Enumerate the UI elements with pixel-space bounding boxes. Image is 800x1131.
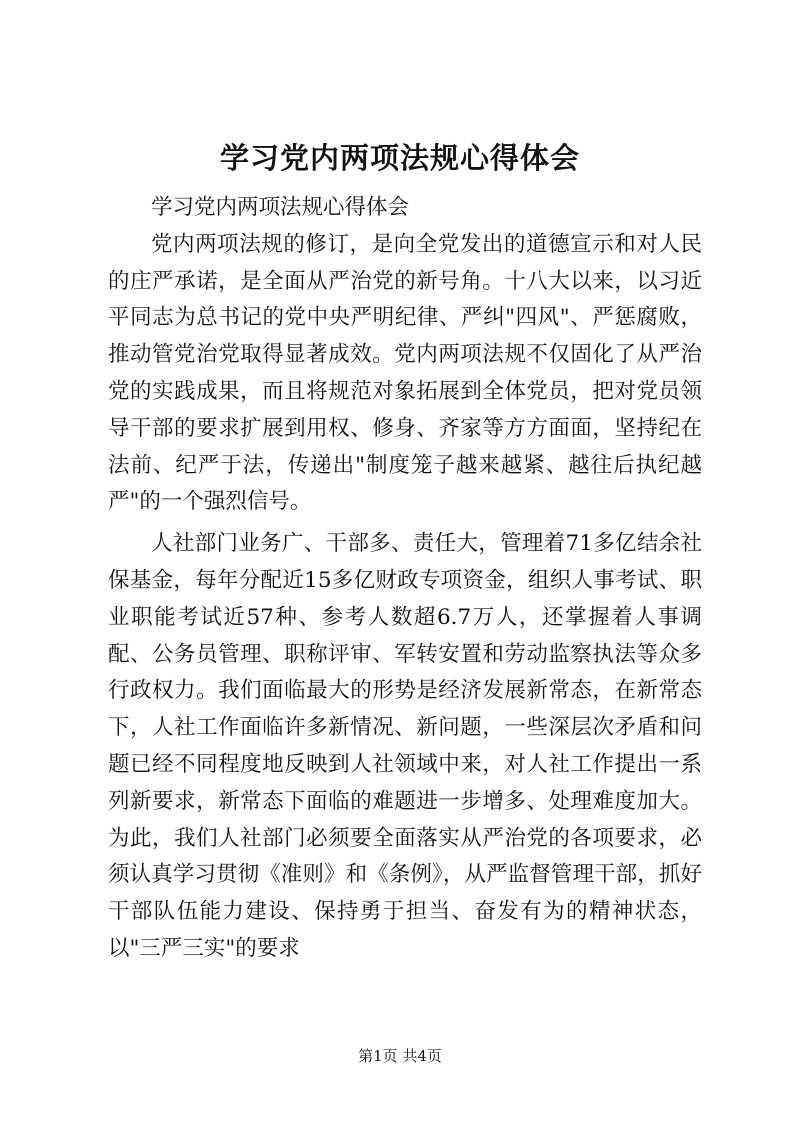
paragraph-2: 人社部门业务广、干部多、责任大，管理着71多亿结余社保基金，每年分配近15多亿财政专项资金，组织人事考试、职业职能考试近57种、参考人数超6.7万人，还掌握着人事调配、公务员管理、职称评审、军转安置和劳动监察执法等众多行政权力。我们面临最大的形势是经济发展新常态，在新常态下，人社工作面临许多新情况、新问题，一些深层次矛盾和问题已经不同程度地反映到人社领域中来，对人社工作提出一系列新要求，新常态下面临的难题进一步增多、处理难度加大。为此，我们人社部门必须要全面落实从严治党的各项要求，必须认真学习贯彻《准则》和《条例》，从严监督管理干部，抓好干部队伍能力建设、保持勇于担当、奋发有为的精神状态，以"三严三实"的要求 — [108, 531, 702, 961]
document-title: 学习党内两项法规心得体会 — [219, 141, 580, 175]
document-subtitle: 学习党内两项法规心得体会 — [151, 195, 410, 220]
page-number-footer: 第1页 共4页 — [358, 1047, 442, 1065]
paragraph-1: 党内两项法规的修订，是向全党发出的道德宣示和对人民的庄严承诺，是全面从严治党的新号角。十八大以来，以习近平同志为总书记的党中央严明纪律、严纠"四风"、严惩腐败，推动管党治党取得显著成效。党内两项法规不仅固化了从严治党的实践成果，而且将规范对象拓展到全体党员，把对党员领导干部的要求扩展到用权、修身、齐家等方方面面，坚持纪在法前、纪严于法，传递出"制度笼子越来越紧、越往后执纪越严"的一个强烈信号。 — [108, 231, 702, 515]
document-body — [108, 190, 702, 968]
